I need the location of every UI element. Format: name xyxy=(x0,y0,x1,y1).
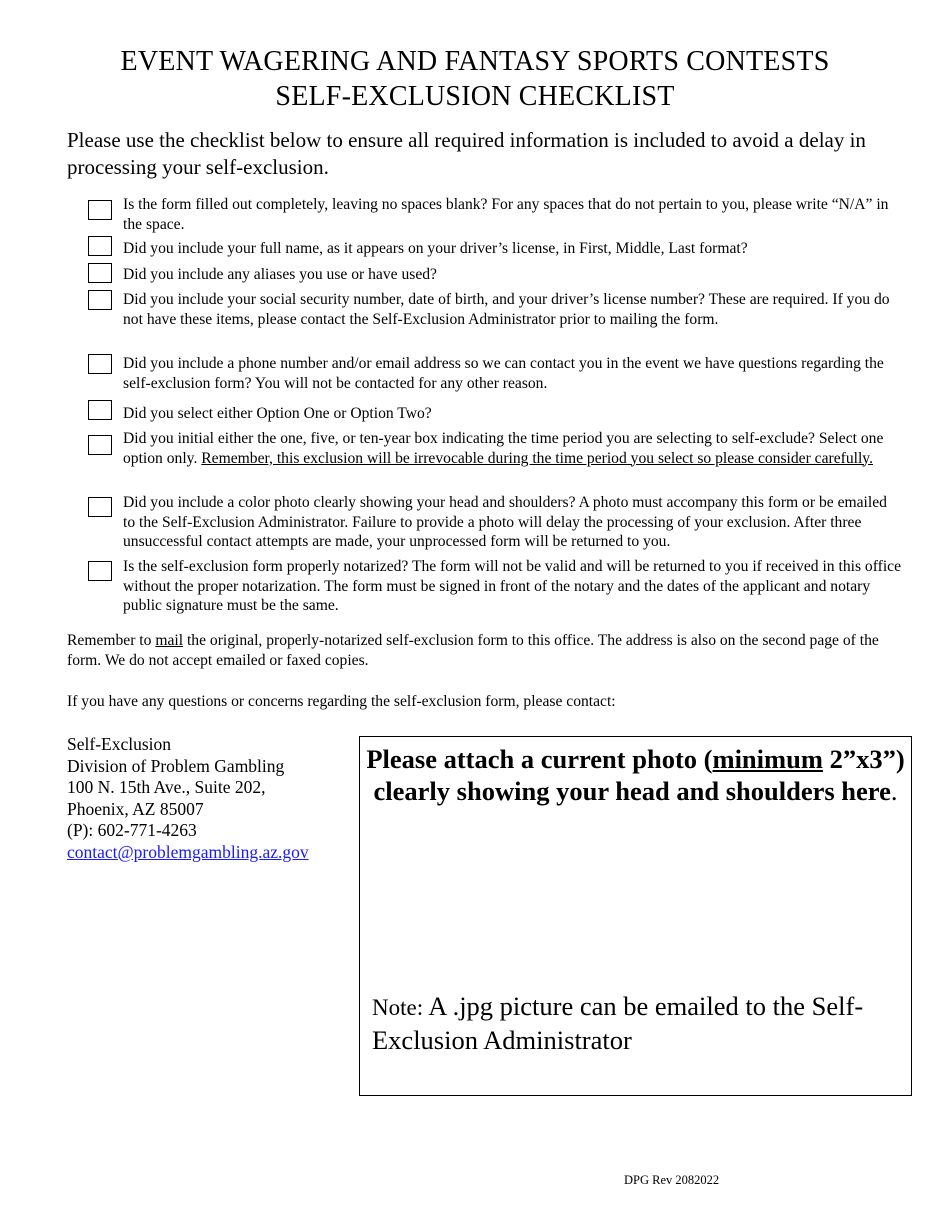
checklist-checkbox[interactable] xyxy=(88,435,112,455)
intro-paragraph: Please use the checklist below to ensure all required information is included to avoid a delay in processing your self-exclusion. xyxy=(67,128,866,179)
checklist-item-text: Did you include a color photo clearly showing your head and shoulders? A photo must accompany this form or be emailed to the Self-Exclusion Administrator. Failure to provide a photo will delay the processing of your exclusion. After three unsuccessful contact attempts are made, your unprocessed form will be returned to you. xyxy=(123,494,887,550)
reminder-paragraph xyxy=(67,631,907,670)
checklist-checkbox[interactable] xyxy=(88,200,112,220)
contact-phone: (P): 602-771-4263 xyxy=(67,820,197,840)
checklist-item-text: Is the form filled out completely, leaving no spaces blank? For any spaces that do not pertain to you, please write “N/A” in the space. xyxy=(123,196,889,233)
checklist-item-text: Is the self-exclusion form properly notarized? The form will not be valid and will be returned to you if received in this office without the proper notarization. The form must be signed in front of the notary and the dates of the applicant and notary public signature must be the same. xyxy=(123,558,902,614)
contact-block xyxy=(67,734,347,863)
checklist-checkbox[interactable] xyxy=(88,400,112,420)
photo-heading-text: Please attach a current photo ( xyxy=(366,744,713,774)
checklist-item-text: Did you select either Option One or Option Two? xyxy=(123,405,432,422)
photo-heading-period: . xyxy=(890,776,898,806)
reminder-text-rest: the original, properly-notarized self-exclusion form to this office. The address is also on the second page of the form. We do not accept emailed or faxed copies. xyxy=(67,632,879,669)
checklist-checkbox[interactable] xyxy=(88,263,112,283)
photo-note-text: A .jpg picture can be emailed to the Self-Exclusion Administrator xyxy=(372,991,864,1055)
checklist-checkbox[interactable] xyxy=(88,561,112,581)
photo-note-label: Note: xyxy=(372,995,424,1020)
title-line-2: SELF-EXCLUSION CHECKLIST xyxy=(275,81,675,112)
photo-note xyxy=(372,990,902,1057)
checklist-checkbox[interactable] xyxy=(88,290,112,310)
questions-paragraph: If you have any questions or concerns regarding the self-exclusion form, please contact: xyxy=(67,693,616,710)
page-title xyxy=(0,44,950,114)
contact-division: Division of Problem Gambling xyxy=(67,755,285,776)
revision-code: DPG Rev 2082022 xyxy=(624,1173,720,1187)
checklist-item-text-plain: Did you initial either the one, five, or ten-year box indicating the time period you are selecting to self-exclude? Select one option only. xyxy=(123,430,884,467)
photo-heading-text-rest: 2”x3”) clearly showing your head and shoulders here xyxy=(373,744,905,806)
checklist-item-text: Did you include a phone number and/or email address so we can contact you in the event we have questions regarding the self-exclusion form? You will not be contacted for any other reason. xyxy=(123,355,884,392)
checklist-checkbox[interactable] xyxy=(88,354,112,374)
checklist-item-warning: Remember, this exclusion will be irrevocable during the time period you select so please consider carefully. xyxy=(201,449,873,467)
photo-attachment-box xyxy=(359,736,912,1096)
checklist-item-text xyxy=(123,429,901,468)
reminder-text: Remember to xyxy=(67,632,156,649)
reminder-mail-word: mail xyxy=(155,632,184,649)
contact-street: 100 N. 15th Ave., Suite 202, xyxy=(67,777,266,797)
checklist-item-text: Did you include any aliases you use or have used? xyxy=(123,266,437,283)
photo-instructions xyxy=(360,743,911,807)
checklist-item-text: Did you include your full name, as it appears on your driver’s license, in First, Middle, Last format? xyxy=(123,240,748,257)
contact-email-link[interactable]: contact@problemgambling.az.gov xyxy=(67,841,309,862)
checklist-checkbox[interactable] xyxy=(88,236,112,256)
contact-name: Self-Exclusion xyxy=(67,734,172,754)
checklist-item-text: Did you include your social security number, date of birth, and your driver’s license number? These are required. If you do not have these items, please contact the Self-Exclusion Administrator prior to mailing the form. xyxy=(123,291,890,328)
contact-city: Phoenix, AZ 85007 xyxy=(67,798,204,819)
checklist-checkbox[interactable] xyxy=(88,497,112,517)
title-line-1: EVENT WAGERING AND FANTASY SPORTS CONTESTS xyxy=(120,46,830,77)
photo-heading-minimum: minimum xyxy=(712,744,823,774)
